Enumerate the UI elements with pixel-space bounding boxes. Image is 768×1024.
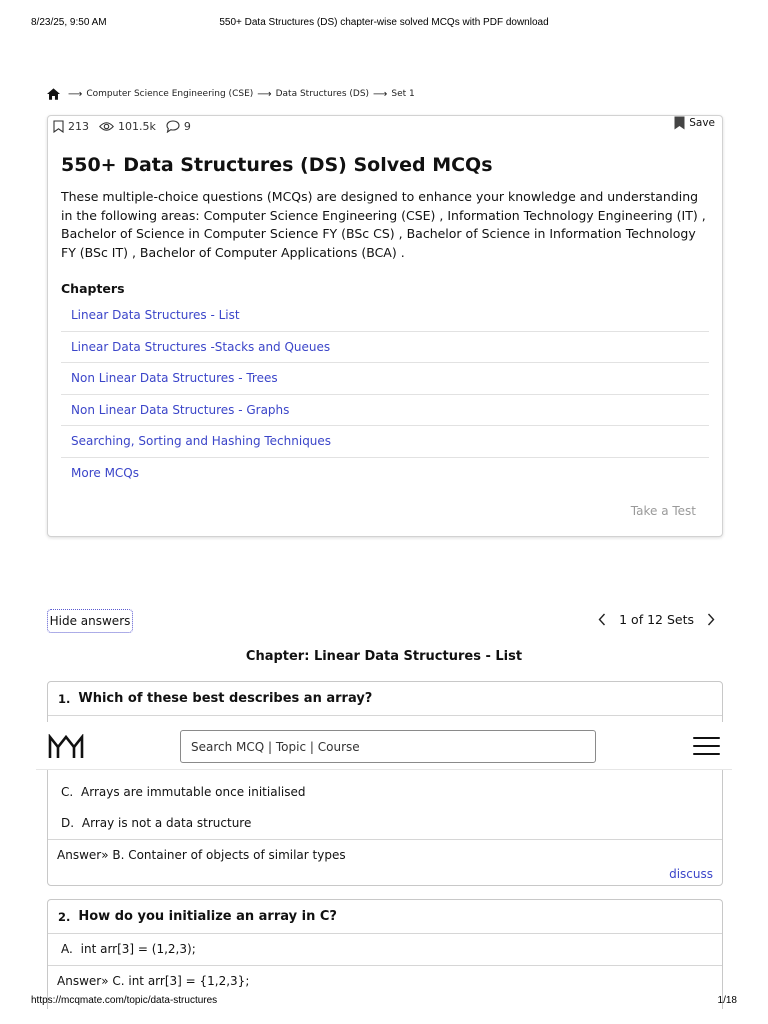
- page-title: 550+ Data Structures (DS) Solved MCQs: [61, 154, 493, 176]
- eye-icon: [99, 121, 114, 132]
- hide-answers-button[interactable]: Hide answers: [47, 609, 133, 633]
- chapter-link-graphs[interactable]: Non Linear Data Structures - Graphs: [71, 402, 290, 417]
- answer-text: Answer» C. int arr[3] = {1,2,3};: [48, 965, 722, 996]
- question-card: [47, 681, 723, 886]
- chapter-link-stacks-queues[interactable]: Linear Data Structures -Stacks and Queues: [71, 339, 331, 354]
- breadcrumb-item-ds[interactable]: Data Structures (DS): [275, 89, 370, 99]
- list-item: [61, 300, 709, 332]
- save-label: Save: [689, 117, 715, 129]
- list-item: [61, 395, 709, 427]
- question-header: [48, 682, 722, 716]
- option-letter: D.: [61, 816, 75, 830]
- bookmark-count-value: 213: [68, 120, 89, 133]
- hamburger-menu-button[interactable]: [693, 737, 720, 755]
- comment-count-value: 9: [183, 120, 191, 133]
- bookmark-filled-icon: [674, 116, 685, 130]
- breadcrumb-item-cse[interactable]: Computer Science Engineering (CSE): [86, 89, 254, 99]
- next-set-button[interactable]: [707, 613, 715, 626]
- menu-icon-bar: [693, 737, 720, 739]
- sticky-header: [36, 722, 732, 770]
- print-footer: [0, 995, 768, 1009]
- question-header: [48, 900, 722, 934]
- question-number: 1.: [58, 691, 71, 706]
- breadcrumb-separator: ⟶: [68, 88, 83, 100]
- option-text: Array is not a data structure: [81, 816, 252, 830]
- print-url: https://mcqmate.com/topic/data-structures: [31, 995, 218, 1006]
- option-text: int arr[3] = (1,2,3);: [80, 942, 196, 956]
- discuss-link[interactable]: discuss: [669, 867, 713, 881]
- print-header: [0, 17, 768, 31]
- list-item: [61, 332, 709, 364]
- option-a[interactable]: [61, 942, 196, 956]
- breadcrumb: [47, 88, 415, 100]
- option-d[interactable]: [61, 816, 251, 830]
- pager-text: 1 of 12 Sets: [619, 612, 694, 627]
- topic-description: These multiple-choice questions (MCQs) are designed to enhance your knowledge and understanding in the following areas: Computer Science Engineering (CSE) , Information Technology Engineering (IT) , Bachelor of Science in Computer Science FY (BSc CS) , Bachelor of Science in Information Technology FY (BSc IT) , Bachelor of Computer Applications (BCA) .: [61, 189, 706, 260]
- print-datetime: 8/23/25, 9:50 AM: [31, 17, 107, 28]
- previous-set-button[interactable]: [598, 613, 606, 626]
- answer-text: Answer» B. Container of objects of similar types: [48, 839, 722, 870]
- print-doc-title: 550+ Data Structures (DS) chapter-wise solved MCQs with PDF download: [219, 17, 549, 28]
- topic-card: [47, 115, 723, 537]
- question-text: Which of these best describes an array?: [78, 691, 373, 706]
- chevron-right-icon: [707, 613, 715, 626]
- more-mcqs-link[interactable]: More MCQs: [71, 466, 139, 481]
- option-letter: C.: [61, 785, 74, 799]
- take-test-button[interactable]: Take a Test: [630, 504, 696, 518]
- view-count-value: 101.5k: [118, 120, 156, 133]
- home-icon[interactable]: [47, 88, 60, 100]
- bookmark-outline-icon: [53, 120, 64, 133]
- comment-icon: [166, 120, 180, 133]
- list-item: [61, 363, 709, 395]
- bookmark-count: [53, 120, 89, 133]
- chapters-heading: Chapters: [61, 281, 125, 296]
- search-input[interactable]: [180, 730, 596, 763]
- chapter-heading: Chapter: Linear Data Structures - List: [245, 649, 523, 664]
- breadcrumb-separator: ⟶: [257, 88, 272, 100]
- menu-icon-bar: [693, 745, 720, 747]
- save-button[interactable]: [674, 116, 715, 130]
- option-letter: A.: [61, 942, 73, 956]
- print-page-number: 1/18: [717, 995, 737, 1006]
- set-pager: [598, 612, 715, 627]
- chapter-link-trees[interactable]: Non Linear Data Structures - Trees: [71, 371, 278, 386]
- comment-count: [166, 120, 191, 133]
- chapter-link-list[interactable]: Linear Data Structures - List: [71, 308, 240, 323]
- breadcrumb-item-set[interactable]: Set 1: [391, 89, 415, 99]
- chapter-list: [61, 300, 709, 489]
- list-item: [61, 426, 709, 458]
- stats-bar: [53, 120, 201, 133]
- menu-icon-bar: [693, 753, 720, 755]
- mcqmate-logo-icon[interactable]: [48, 734, 84, 760]
- breadcrumb-separator: ⟶: [373, 88, 388, 100]
- question-card: [47, 899, 723, 1009]
- chapter-link-searching-sorting[interactable]: Searching, Sorting and Hashing Techniques: [71, 434, 332, 449]
- question-number: 2.: [58, 909, 71, 924]
- option-text: Arrays are immutable once initialised: [81, 785, 306, 799]
- chevron-left-icon: [598, 613, 606, 626]
- question-text: How do you initialize an array in C?: [78, 909, 337, 924]
- view-count: [99, 120, 156, 133]
- option-c[interactable]: [61, 785, 306, 799]
- list-item: [61, 458, 709, 490]
